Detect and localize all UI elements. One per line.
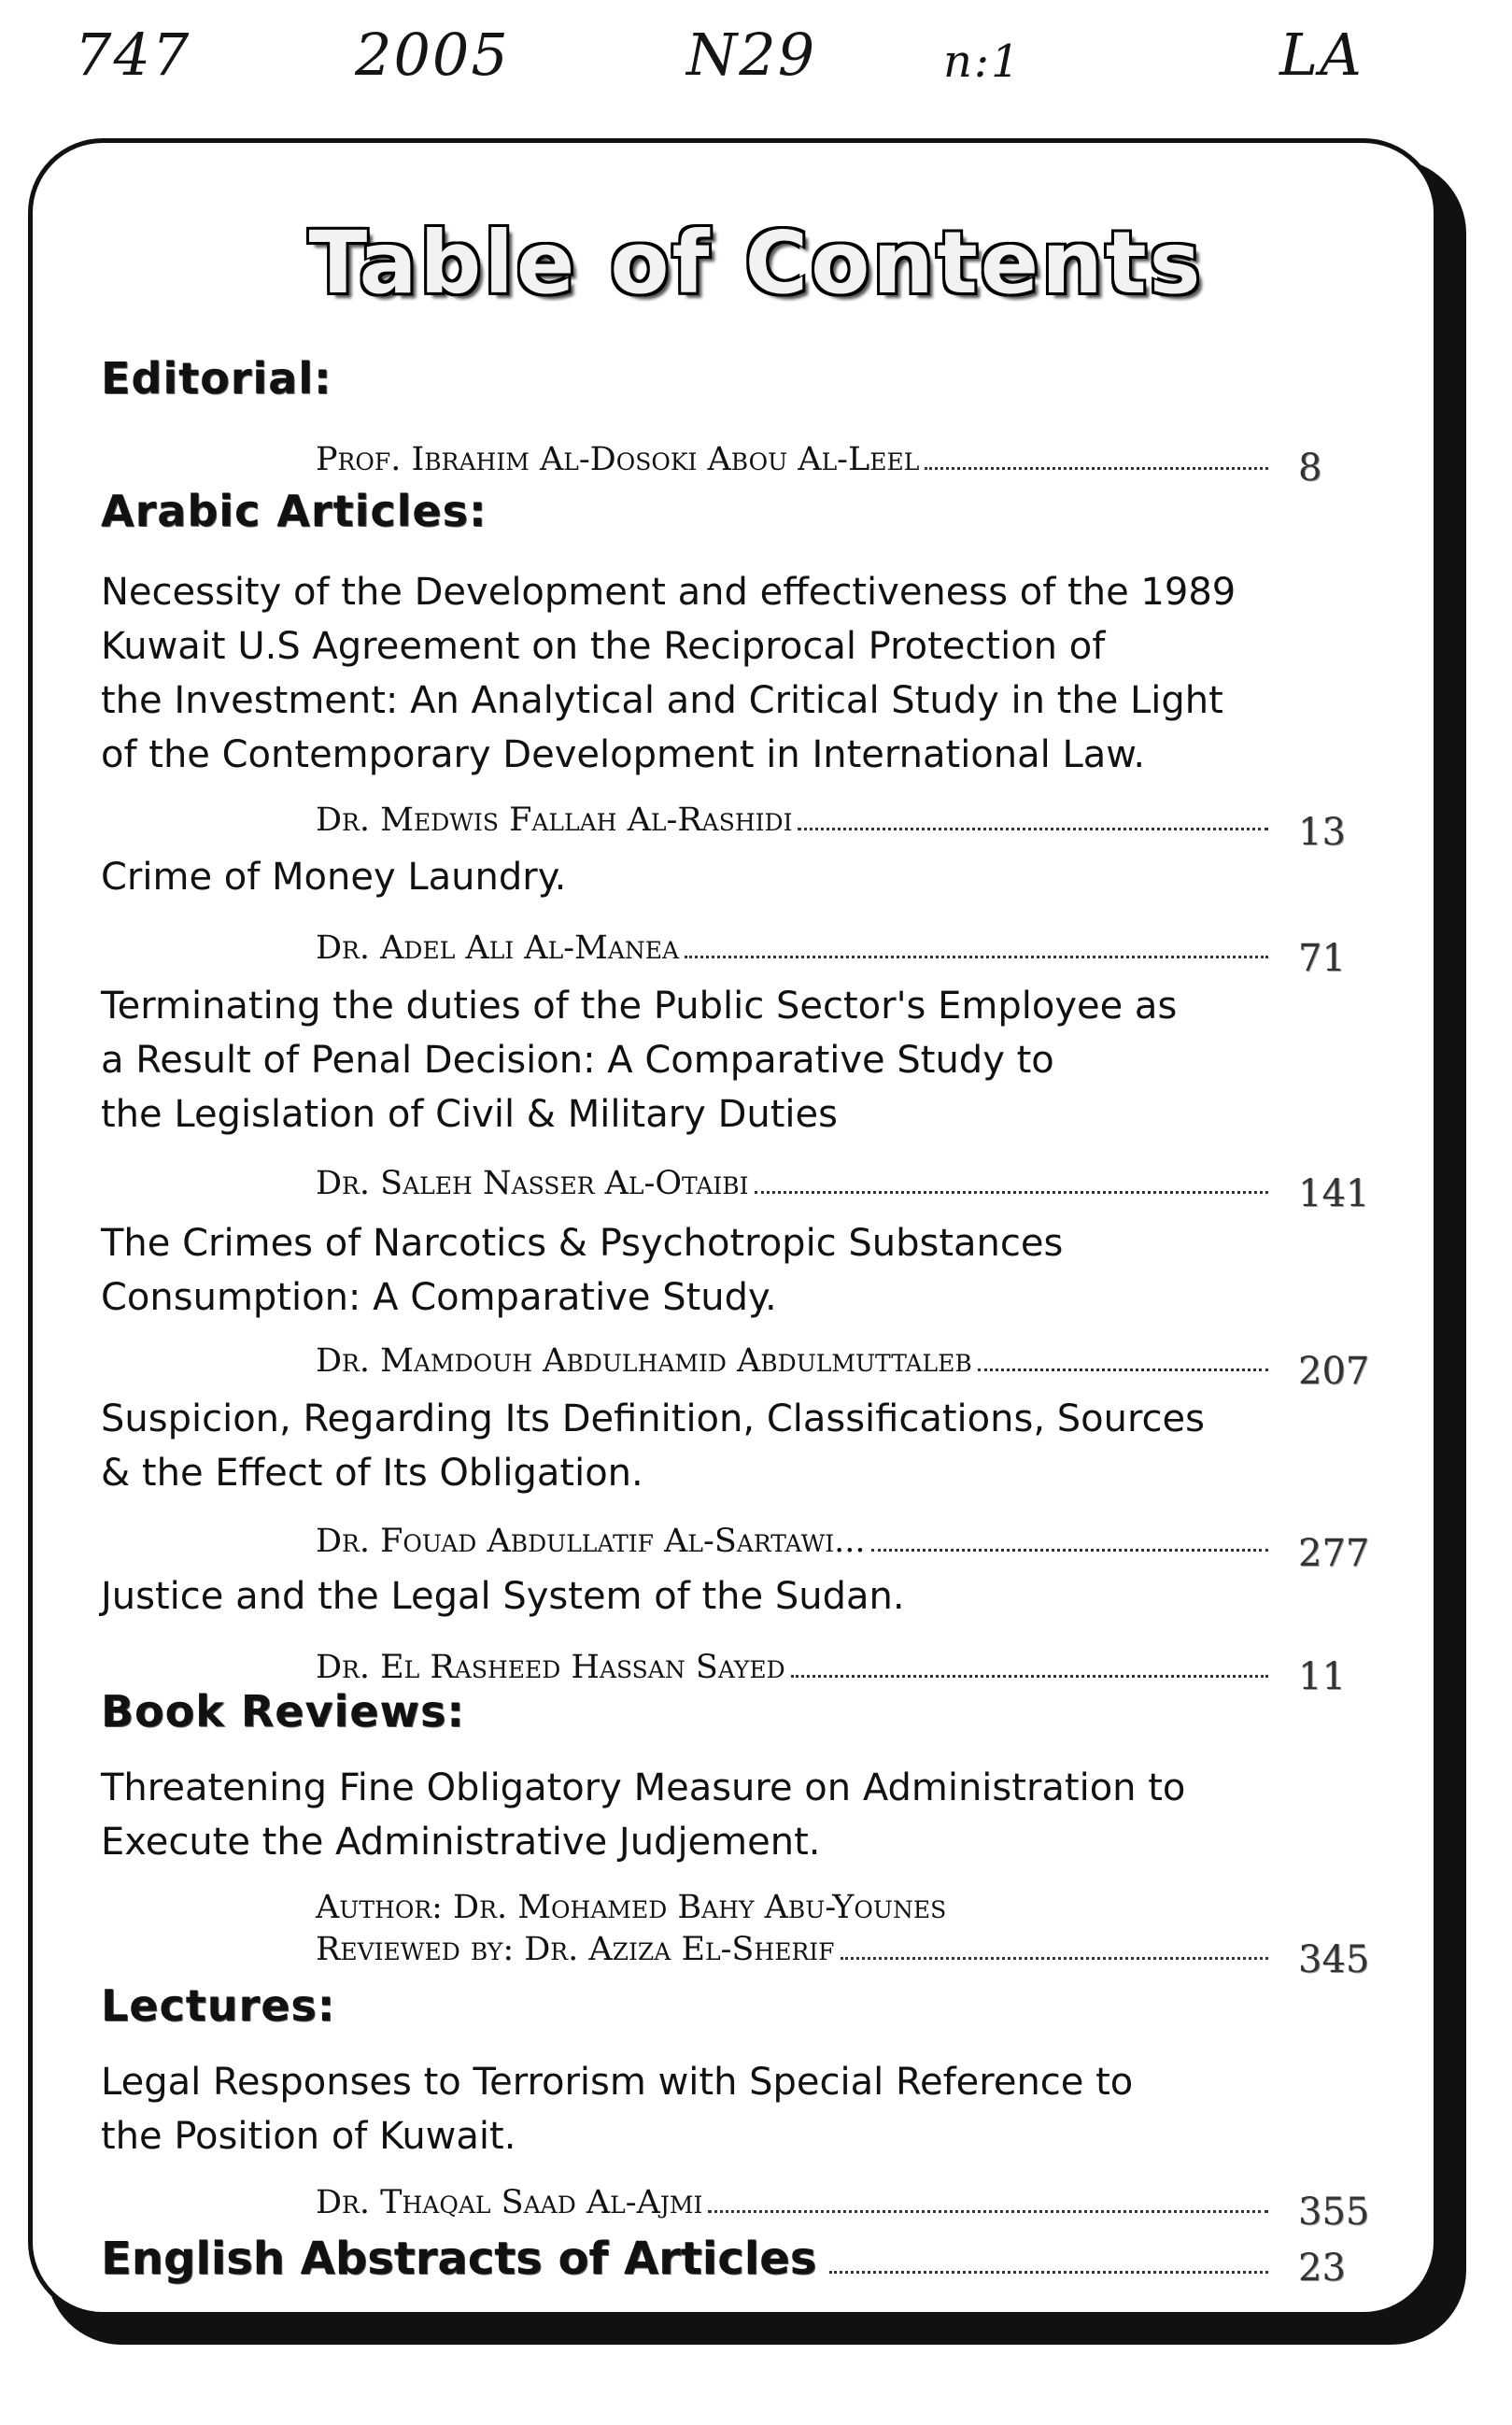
author-name: Dr. Fouad Abdullatif Al-Sartawi... <box>316 1523 866 1560</box>
dot-leader <box>829 2271 1268 2274</box>
article-title <box>101 2055 1268 2163</box>
page-number: 345 <box>1298 1938 1370 1981</box>
page-number: 207 <box>1298 1350 1370 1393</box>
page-number: 23 <box>1298 2247 1346 2290</box>
article-title-line: Threatening Fine Obligatory Measure on Administration to <box>101 1766 1186 1809</box>
handwritten-note: LA <box>1279 21 1364 89</box>
page-number: 13 <box>1298 811 1346 854</box>
handwritten-note: N29 <box>686 21 817 89</box>
entry-author <box>316 1156 1268 1202</box>
entry-author <box>316 1639 1268 1686</box>
author-name: Dr. Adel Ali Al-Manea <box>316 929 680 967</box>
handwritten-note: 747 <box>75 21 191 89</box>
dot-leader <box>791 1675 1268 1678</box>
article-title <box>101 1216 1268 1325</box>
article-title-line: Execute the Administrative Judjement. <box>101 1821 821 1864</box>
article-title-line: Terminating the duties of the Public Sector's Employee as <box>101 985 1178 1028</box>
page-number: 11 <box>1298 1655 1346 1698</box>
article-title <box>101 1569 1268 1624</box>
dot-leader <box>925 467 1268 470</box>
author-name: Author: Dr. Mohamed Bahy Abu-Younes <box>316 1889 947 1926</box>
article-title-line: a Result of Penal Decision: A Comparative Study to <box>101 1039 1054 1082</box>
section-heading-editorial: Editorial: <box>101 353 332 404</box>
article-title <box>101 979 1268 1142</box>
section-heading-arabic-articles: Arabic Articles: <box>101 486 488 536</box>
dot-leader <box>871 1549 1268 1552</box>
entry-author <box>316 920 1268 967</box>
handwritten-note: n:1 <box>943 35 1022 88</box>
dot-leader <box>978 1368 1268 1371</box>
page-number: 277 <box>1298 1532 1370 1575</box>
article-title <box>101 1761 1268 1869</box>
article-title <box>101 565 1268 782</box>
page-number: 141 <box>1298 1172 1370 1215</box>
section-heading-lectures: Lectures: <box>101 1980 336 2031</box>
author-name: Dr. Mamdouh Abdulhamid Abdulmuttaleb <box>316 1342 972 1380</box>
author-name: Prof. Ibrahim Al-Dosoki Abou Al-Leel <box>316 441 920 478</box>
article-title-line: the Position of Kuwait. <box>101 2115 516 2158</box>
entry-author <box>316 432 1268 478</box>
author-name: Dr. El Rasheed Hassan Sayed <box>316 1649 785 1686</box>
entry-author <box>316 1513 1268 1560</box>
dot-leader <box>798 828 1268 830</box>
dot-leader <box>685 956 1268 958</box>
reviewer-name: Reviewed by: Dr. Aziza El-Sherif <box>316 1931 835 1968</box>
page-number: 71 <box>1298 937 1346 980</box>
section-heading-english-abstracts: English Abstracts of Articles <box>101 2233 817 2285</box>
article-title <box>101 1392 1268 1500</box>
page-title: Table of Contents <box>308 213 1204 313</box>
author-name: Dr. Medwis Fallah Al-Rashidi <box>316 801 793 839</box>
article-title-line: the Investment: An Analytical and Critical Study in the Light <box>101 679 1223 722</box>
article-title <box>101 850 1268 904</box>
article-title-line: Legal Responses to Terrorism with Special Reference to <box>101 2061 1134 2104</box>
entry-author <box>316 2175 1268 2221</box>
dot-leader <box>841 1957 1268 1960</box>
article-title-line: Crime of Money Laundry. <box>101 856 567 899</box>
author-name: Dr. Thaqal Saad Al-Ajmi <box>316 2184 703 2221</box>
article-title-line: the Legislation of Civil & Military Duties <box>101 1093 838 1136</box>
article-title-line: Consumption: A Comparative Study. <box>101 1276 777 1319</box>
english-abstracts-entry <box>101 2225 1268 2285</box>
article-title-line: Necessity of the Development and effectiveness of the 1989 <box>101 571 1236 614</box>
article-title-line: of the Contemporary Development in International Law. <box>101 733 1146 776</box>
page-number: 355 <box>1298 2191 1370 2234</box>
dot-leader <box>755 1191 1268 1194</box>
article-title-line: The Crimes of Narcotics & Psychotropic Substances <box>101 1222 1064 1265</box>
handwritten-note: 2005 <box>355 21 510 89</box>
article-title-line: Suspicion, Regarding Its Definition, Classifications, Sources <box>101 1397 1205 1440</box>
section-heading-book-reviews: Book Reviews: <box>101 1686 465 1737</box>
article-title-line: Kuwait U.S Agreement on the Reciprocal Protection of <box>101 625 1106 668</box>
article-title-line: Justice and the Legal System of the Sudan. <box>101 1575 905 1618</box>
page-number: 8 <box>1298 447 1322 489</box>
entry-author <box>316 792 1268 839</box>
dot-leader <box>708 2210 1268 2213</box>
author-name: Dr. Saleh Nasser Al-Otaibi <box>316 1165 749 1202</box>
entry-author <box>316 1922 1268 1968</box>
entry-author <box>316 1333 1268 1380</box>
review-author-line <box>316 1879 1156 1926</box>
article-title-line: & the Effect of Its Obligation. <box>101 1452 643 1495</box>
